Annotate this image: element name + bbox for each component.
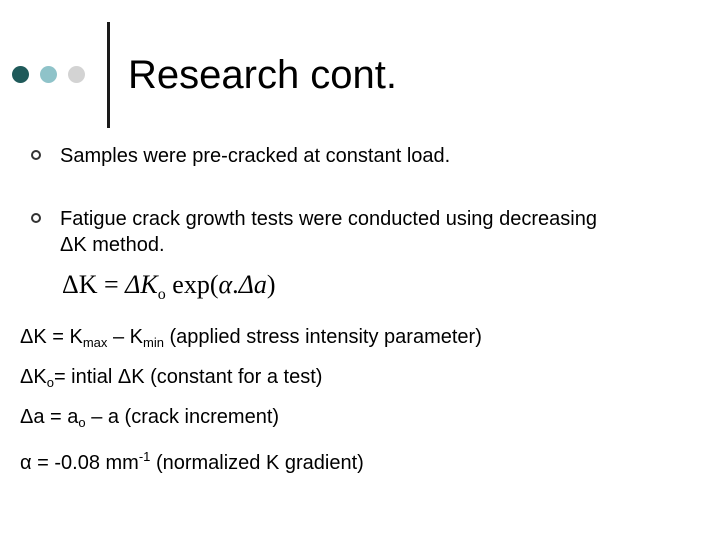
formula-da: Δa: [238, 270, 267, 299]
definition-delta-k: $\Delta K = K_{max} - K_{min}$ (applied stress intensity parameter): [20, 326, 482, 350]
title-divider: [107, 22, 110, 128]
definition-alpha: α = -0.08 $mm^{-1}$ (normalized K gradient): [20, 449, 364, 474]
definition-delta-a: $\Delta a = a_o - a$ (crack increment): [20, 406, 280, 430]
bullet-text: Samples were pre-cracked at constant load.: [60, 145, 451, 167]
dot-teal: [40, 66, 57, 83]
formula-lhs: ΔK: [62, 270, 98, 299]
crack-growth-formula: [62, 268, 276, 312]
dot-gray: [68, 66, 85, 83]
formula-alpha: α: [218, 270, 233, 299]
formula-eq: =: [104, 270, 119, 299]
bullet-circle-icon: [31, 150, 41, 160]
formula-dot: .: [232, 270, 239, 299]
formula-close: ): [266, 270, 276, 299]
slide-title: Research cont.: [128, 53, 398, 97]
formula-k0: $\Delta K_o$: [125, 270, 166, 303]
bullet-circle-icon: [31, 213, 41, 223]
definitions: [20, 320, 482, 480]
decorative-dots: [12, 66, 102, 84]
definition-delta-k0: $\Delta K_o=$ intial ΔK (constant for a test): [20, 366, 323, 390]
dot-dark: [12, 66, 29, 83]
formula-exp: exp(: [172, 270, 219, 299]
bullet-text: Fatigue crack growth tests were conducted using decreasing ΔK method.: [60, 208, 597, 256]
